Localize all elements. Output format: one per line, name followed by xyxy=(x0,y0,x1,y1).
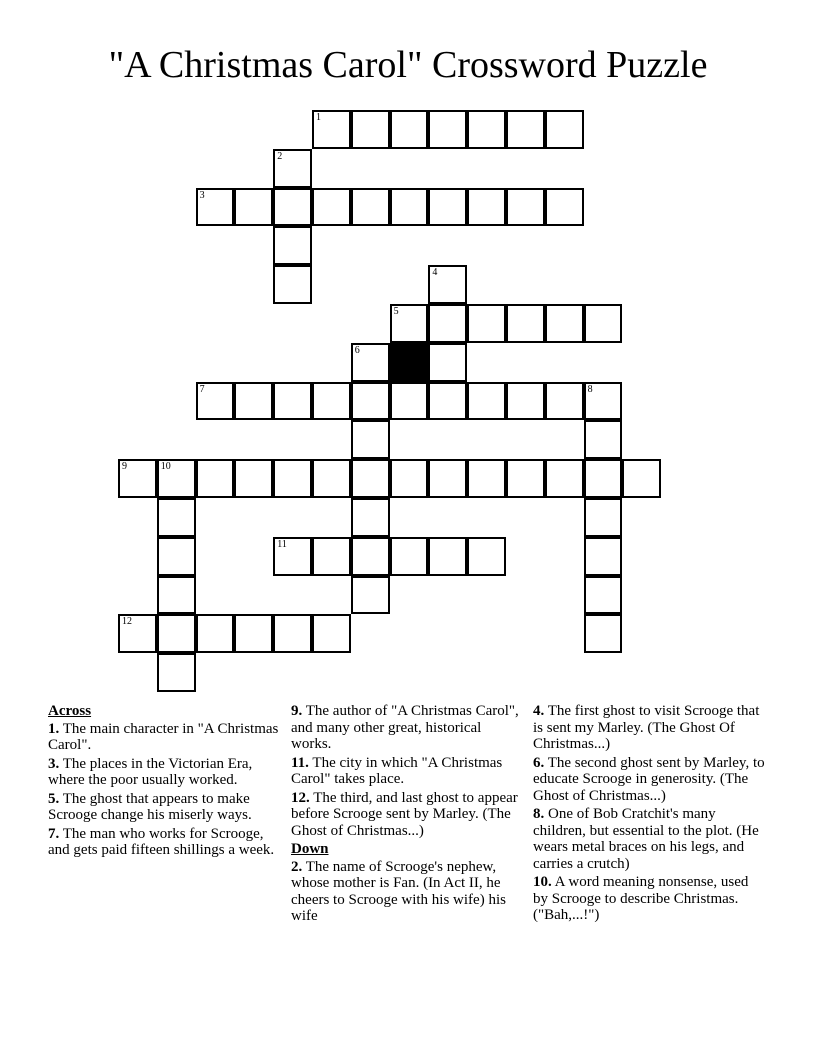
grid-cell[interactable] xyxy=(584,614,623,653)
clue xyxy=(48,826,280,859)
clue-text: The main character in "A Christmas Carol". xyxy=(48,720,279,753)
down-clue-list-continued xyxy=(533,703,765,924)
clue xyxy=(291,790,523,840)
grid-cell[interactable] xyxy=(351,576,390,615)
grid-cell[interactable] xyxy=(467,110,506,149)
clue xyxy=(291,755,523,788)
grid-cell[interactable] xyxy=(157,576,196,615)
grid-cell[interactable] xyxy=(545,459,584,498)
grid-cell[interactable] xyxy=(196,459,235,498)
clue-number: 7 xyxy=(199,383,205,395)
grid-cell[interactable] xyxy=(428,110,467,149)
grid-cell[interactable] xyxy=(584,459,623,498)
across-clue-list-continued xyxy=(291,703,523,839)
clue-number: 6 xyxy=(354,344,360,356)
clue-number: 4 xyxy=(432,267,438,279)
grid-cell[interactable] xyxy=(467,459,506,498)
grid-cell[interactable] xyxy=(234,382,273,421)
clue-text: A word meaning nonsense, used by Scrooge to describe Christmas. ("Bah,...!") xyxy=(533,874,749,923)
clue xyxy=(291,703,523,753)
grid-cell[interactable] xyxy=(351,110,390,149)
grid-cell[interactable] xyxy=(234,459,273,498)
grid-cell[interactable] xyxy=(467,537,506,576)
grid-cell[interactable] xyxy=(273,537,312,576)
grid-cell[interactable] xyxy=(234,188,273,227)
clue-text: The second ghost sent by Marley, to educate Scrooge in generosity. (The Ghost of Christmas...) xyxy=(533,754,765,804)
grid-cell[interactable] xyxy=(312,459,351,498)
clue xyxy=(533,806,765,872)
grid-cell[interactable] xyxy=(506,459,545,498)
grid-cell[interactable] xyxy=(351,498,390,537)
clue-text: The ghost that appears to make Scrooge change his miserly ways. xyxy=(48,790,252,823)
clue-text: The man who works for Scrooge, and gets paid fifteen shillings a week. xyxy=(48,825,275,858)
grid-cell[interactable] xyxy=(351,420,390,459)
grid-cell[interactable] xyxy=(467,382,506,421)
clue-num: 8. xyxy=(533,806,545,822)
grid-cell[interactable] xyxy=(390,188,429,227)
grid-cell[interactable] xyxy=(467,188,506,227)
clue-number: 11 xyxy=(277,538,287,550)
clue-number: 12 xyxy=(122,616,132,628)
grid-cell[interactable] xyxy=(545,110,584,149)
clue-num: 1. xyxy=(48,720,60,737)
grid-cell[interactable] xyxy=(506,188,545,227)
clue-number: 5 xyxy=(393,306,399,317)
clue-text: The name of Scrooge's nephew, whose mother is Fan. (In Act II, he cheers to Scrooge with his wife) his wife xyxy=(291,858,506,924)
clue xyxy=(48,721,280,754)
grid-cell[interactable] xyxy=(584,304,623,343)
grid-cell[interactable] xyxy=(273,459,312,498)
clue xyxy=(291,859,523,925)
grid-cell[interactable] xyxy=(157,459,196,498)
grid-cell[interactable] xyxy=(157,614,196,653)
grid-cell[interactable] xyxy=(506,110,545,149)
grid-cell[interactable] xyxy=(428,265,467,304)
clue-number: 2 xyxy=(277,150,283,162)
grid-cell[interactable] xyxy=(351,188,390,227)
grid-cell[interactable] xyxy=(390,382,429,421)
grid-cell[interactable] xyxy=(545,304,584,343)
grid-cell[interactable] xyxy=(312,537,351,576)
grid-cell[interactable] xyxy=(273,265,312,304)
grid-cell[interactable] xyxy=(584,382,623,421)
clue xyxy=(533,874,765,924)
grid-cell[interactable] xyxy=(157,498,196,537)
grid-cell[interactable] xyxy=(157,537,196,576)
grid-cell[interactable] xyxy=(584,537,623,576)
grid-cell[interactable] xyxy=(273,188,312,227)
clue-num: 7. xyxy=(48,825,60,842)
clue-text: The third, and last ghost to appear before Scrooge sent by Marley. (The Ghost of Christmas...) xyxy=(291,789,518,839)
grid-cell[interactable] xyxy=(196,188,235,227)
grid-cell[interactable] xyxy=(273,382,312,421)
grid-cell[interactable] xyxy=(273,614,312,653)
page-title: "A Christmas Carol" Crossword Puzzle xyxy=(108,44,708,86)
grid-cell[interactable] xyxy=(196,382,235,421)
clue xyxy=(48,756,280,789)
grid-cell[interactable] xyxy=(118,459,157,498)
clue xyxy=(533,703,765,753)
grid-cell[interactable] xyxy=(390,304,429,343)
clue xyxy=(533,755,765,805)
grid-cell[interactable] xyxy=(584,420,623,459)
clue-number: 8 xyxy=(587,383,593,395)
clue-column-2 xyxy=(291,703,523,927)
clue-text: The city in which "A Christmas Carol" takes place. xyxy=(291,754,503,787)
grid-cell[interactable] xyxy=(584,498,623,537)
grid-cell[interactable] xyxy=(428,459,467,498)
clue-number: 10 xyxy=(160,461,171,473)
grid-cell[interactable] xyxy=(351,459,390,498)
grid-cell[interactable] xyxy=(390,537,429,576)
grid-cell-black xyxy=(390,343,429,382)
clue-text: The places in the Victorian Era, where the poor usually worked. xyxy=(48,755,253,788)
grid-cell[interactable] xyxy=(351,343,390,382)
down-clue-list xyxy=(291,859,523,925)
grid-cell[interactable] xyxy=(312,382,351,421)
grid-cell[interactable] xyxy=(118,614,157,653)
grid-cell[interactable] xyxy=(584,576,623,615)
clue-num: 9. xyxy=(291,703,303,719)
clue-num: 3. xyxy=(48,755,60,772)
across-heading: Across xyxy=(48,703,92,719)
clue-text: The author of "A Christmas Carol", and many other great, historical works. xyxy=(291,703,519,752)
grid-cell[interactable] xyxy=(390,459,429,498)
grid-cell[interactable] xyxy=(157,653,196,692)
grid-cell[interactable] xyxy=(545,188,584,227)
clue-num: 11. xyxy=(291,754,309,771)
grid-cell[interactable] xyxy=(506,382,545,421)
grid-cell[interactable] xyxy=(467,304,506,343)
grid-cell[interactable] xyxy=(428,343,467,382)
across-clue-list xyxy=(48,721,280,859)
grid-cell[interactable] xyxy=(428,382,467,421)
clue-column-3 xyxy=(533,703,765,926)
clue-num: 4. xyxy=(533,703,545,719)
clue-num: 5. xyxy=(48,790,60,807)
grid-cell[interactable] xyxy=(273,226,312,265)
grid-cell[interactable] xyxy=(196,614,235,653)
clue-number: 1 xyxy=(316,112,321,123)
clue-num: 10. xyxy=(533,874,552,890)
clue-number: 9 xyxy=(122,461,127,473)
grid-cell[interactable] xyxy=(234,614,273,653)
grid-cell[interactable] xyxy=(622,459,661,498)
grid-cell[interactable] xyxy=(545,382,584,421)
clue-num: 12. xyxy=(291,789,310,806)
grid-cell[interactable] xyxy=(273,149,312,188)
clue-text: The first ghost to visit Scrooge that is sent my Marley. (The Ghost Of Christmas...) xyxy=(533,703,760,752)
grid-cell[interactable] xyxy=(506,304,545,343)
grid-cell[interactable] xyxy=(390,110,429,149)
grid-cell[interactable] xyxy=(428,537,467,576)
down-heading: Down xyxy=(291,841,329,857)
grid-cell[interactable] xyxy=(312,614,351,653)
clue-num: 2. xyxy=(291,858,303,875)
grid-cell[interactable] xyxy=(428,304,467,343)
clue-column-1 xyxy=(48,703,280,861)
grid-cell[interactable] xyxy=(351,537,390,576)
grid-cell[interactable] xyxy=(428,188,467,227)
clue-num: 6. xyxy=(533,754,545,771)
grid-cell[interactable] xyxy=(312,110,351,149)
clue-number: 3 xyxy=(199,189,205,201)
clue-text: One of Bob Cratchit's many children, but essential to the plot. (He wears metal braces on his legs, and carries a crutch) xyxy=(533,806,759,872)
clue xyxy=(48,791,280,824)
grid-cell[interactable] xyxy=(351,382,390,421)
grid-cell[interactable] xyxy=(312,188,351,227)
